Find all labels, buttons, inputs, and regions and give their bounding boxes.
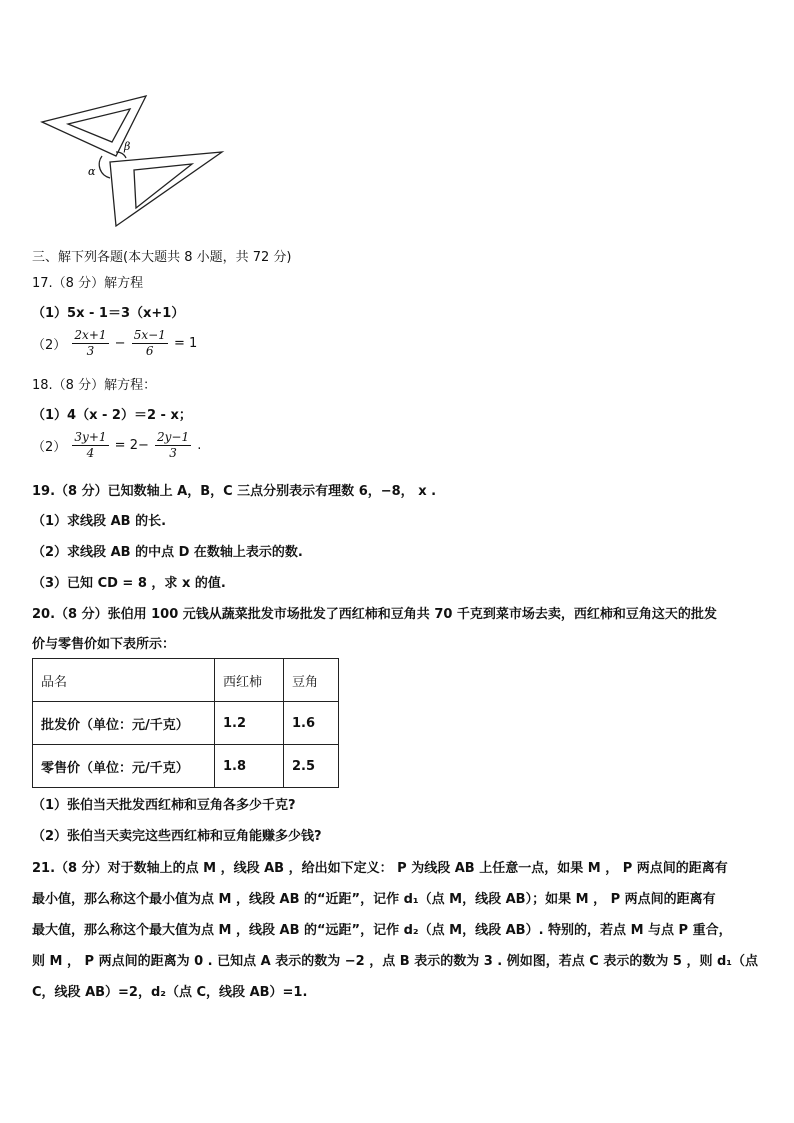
q20-part1: （1）张伯当天批发西红柿和豆角各多少千克? xyxy=(32,798,296,813)
table-row xyxy=(33,702,339,745)
set-squares-figure xyxy=(38,92,230,230)
table-cell: 1.2 xyxy=(215,702,284,745)
q19-part1: （1）求线段 AB 的长. xyxy=(32,514,167,529)
q18-fraction-1 xyxy=(72,430,108,461)
q18-part2 xyxy=(32,430,201,461)
table-header-cell: 品名 xyxy=(33,659,215,702)
alpha-label: α xyxy=(88,165,96,178)
q20-line2: 价与零售价如下表所示： xyxy=(32,637,176,652)
q21-line1: 21.（8 分）对于数轴上的点 M ，线段 AB ，给出如下定义： P 为线段 AB 上任意一点，如果 M ， P 两点间的距离有 xyxy=(32,861,728,876)
q20-line1: 20.（8 分）张伯用 100 元钱从蔬菜批发市场批发了西红柿和豆角共 70 千克到菜市场去卖，西红柿和豆角这天的批发 xyxy=(32,607,717,622)
q18-f2-numerator: 2y−1 xyxy=(157,430,190,444)
q17-part1: （1）5x - 1＝3（x+1） xyxy=(32,306,185,321)
q21-line4: 则 M ， P 两点间的距离为 0 . 已知点 A 表示的数为 −2 ，点 B 表示的数为 3 . 例如图，若点 C 表示的数为 5 ，则 d₁（点 xyxy=(32,954,758,969)
q17-part2-prefix: （2） xyxy=(32,338,67,353)
q21-line3: 最大值，那么称这个最大值为点 M ，线段 AB 的“远距”，记作 d₂（点 M，线段 AB）. 特别的，若点 M 与点 P 重合， xyxy=(32,923,732,938)
table-row xyxy=(33,745,339,788)
q17-part2 xyxy=(32,328,197,359)
q17-fraction-2 xyxy=(132,328,168,359)
table-header-row xyxy=(33,659,339,702)
q18-f1-denominator: 4 xyxy=(86,446,95,460)
table-header-cell: 豆角 xyxy=(284,659,339,702)
q18-part2-prefix: （2） xyxy=(32,440,67,455)
price-table xyxy=(32,658,339,788)
upper-triangle-outer xyxy=(42,96,146,156)
q18-period: . xyxy=(197,438,202,453)
q17-f1-denominator: 3 xyxy=(86,344,95,358)
q17-f1-numerator: 2x+1 xyxy=(74,328,107,342)
q20-part2: （2）张伯当天卖完这些西红柿和豆角能赚多少钱? xyxy=(32,829,322,844)
q19-part3: （3）已知 CD = 8 ，求 x 的值. xyxy=(32,576,226,591)
q18-title: 18.（8 分）解方程： xyxy=(32,378,157,393)
q21-line2: 最小值，那么称这个最小值为点 M ，线段 AB 的“近距”，记作 d₁（点 M，线段 AB）；如果 M ， P 两点间的距离有 xyxy=(32,892,716,907)
table-cell: 批发价（单位：元/千克） xyxy=(33,702,215,745)
q17-equals: = 1 xyxy=(173,336,198,351)
q18-f2-denominator: 3 xyxy=(169,446,177,460)
table-header-cell: 西红柿 xyxy=(215,659,284,702)
q17-title: 17.（8 分）解方程 xyxy=(32,276,144,291)
q17-minus: − xyxy=(114,336,126,351)
table-cell: 零售价（单位：元/千克） xyxy=(33,745,215,788)
section-header: 三、解下列各题(本大题共 8 小题，共 72 分) xyxy=(32,250,292,265)
q18-part1: （1）4（x - 2）＝2 - x； xyxy=(32,408,192,423)
lower-triangle-outer xyxy=(110,152,222,226)
q19-title: 19.（8 分）已知数轴上 A，B，C 三点分别表示有理数 6，−8， x . xyxy=(32,484,437,499)
beta-label: β xyxy=(124,140,131,153)
upper-triangle-inner xyxy=(68,109,130,142)
table-cell: 2.5 xyxy=(284,745,339,788)
alpha-arc xyxy=(99,156,110,178)
lower-triangle-inner xyxy=(134,164,192,208)
table-cell: 1.8 xyxy=(215,745,284,788)
q17-fraction-1 xyxy=(72,328,108,359)
q19-part2: （2）求线段 AB 的中点 D 在数轴上表示的数. xyxy=(32,545,303,560)
q18-middle: = 2− xyxy=(114,438,149,453)
q18-f1-numerator: 3y+1 xyxy=(74,430,107,444)
table-cell: 1.6 xyxy=(284,702,339,745)
q17-f2-denominator: 6 xyxy=(145,344,154,358)
q17-f2-numerator: 5x−1 xyxy=(133,328,166,342)
q18-fraction-2 xyxy=(155,430,191,461)
q21-line5: C，线段 AB）=2，d₂（点 C，线段 AB）=1. xyxy=(32,985,308,1000)
